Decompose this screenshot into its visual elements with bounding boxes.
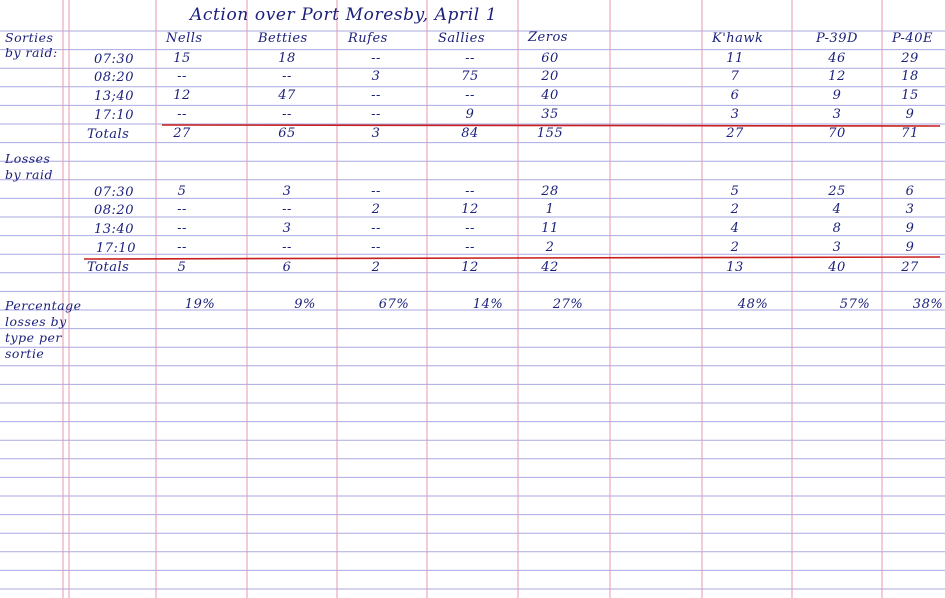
losses-label-sub: by raid bbox=[5, 167, 53, 182]
percentage-cell: 27% bbox=[552, 297, 584, 312]
losses-cell: 25 bbox=[828, 184, 846, 199]
col-header-zeros: Zeros bbox=[528, 30, 568, 45]
sorties-cell: 3 bbox=[730, 107, 740, 122]
losses-total-cell: 27 bbox=[901, 260, 919, 275]
page-title: Action over Port Moresby, April 1 bbox=[190, 5, 498, 25]
sorties-cell: 35 bbox=[541, 107, 559, 122]
sorties-cell: 12 bbox=[828, 69, 846, 84]
sorties-cell: -- bbox=[282, 107, 292, 122]
sorties-cell: 15 bbox=[901, 88, 919, 103]
totals-underline bbox=[84, 257, 940, 259]
losses-cell: -- bbox=[371, 221, 381, 236]
losses-cell: -- bbox=[465, 240, 475, 255]
losses-cell: 4 bbox=[832, 202, 842, 217]
sorties-cell: 9 bbox=[832, 88, 842, 103]
percentage-cell: 67% bbox=[378, 297, 410, 312]
sorties-row-time: 07:30 bbox=[94, 52, 134, 67]
sorties-total-cell: 27 bbox=[173, 126, 191, 141]
losses-total-cell: 40 bbox=[828, 260, 846, 275]
percentage-cell: 19% bbox=[184, 297, 216, 312]
losses-cell: 2 bbox=[730, 202, 740, 217]
losses-cell: 3 bbox=[905, 202, 915, 217]
losses-total-cell: 42 bbox=[541, 260, 559, 275]
losses-cell: -- bbox=[465, 184, 475, 199]
percentage-cell: 38% bbox=[912, 297, 944, 312]
percentage-cell: 9% bbox=[294, 297, 316, 312]
sorties-cell: 6 bbox=[730, 88, 740, 103]
percentage-label-line3: type per bbox=[5, 330, 62, 345]
sorties-cell: -- bbox=[465, 51, 475, 66]
losses-cell: 5 bbox=[177, 184, 187, 199]
sorties-cell: -- bbox=[371, 88, 381, 103]
sorties-cell: 75 bbox=[461, 69, 479, 84]
losses-cell: -- bbox=[282, 202, 292, 217]
sorties-cell: 20 bbox=[541, 69, 559, 84]
sorties-row-time: 13;40 bbox=[94, 89, 134, 104]
losses-cell: 1 bbox=[545, 202, 555, 217]
sorties-cell: 9 bbox=[465, 107, 475, 122]
col-header-p40e: P-40E bbox=[892, 31, 933, 46]
losses-total-cell: 12 bbox=[461, 260, 479, 275]
losses-cell: 4 bbox=[730, 221, 740, 236]
sorties-total-cell: 3 bbox=[371, 126, 381, 141]
sorties-cell: -- bbox=[177, 69, 187, 84]
losses-total-cell: 5 bbox=[177, 260, 187, 275]
losses-cell: 3 bbox=[282, 221, 292, 236]
losses-cell: 11 bbox=[541, 221, 559, 236]
col-header-rufes: Rufes bbox=[348, 31, 388, 46]
sorties-cell: 3 bbox=[832, 107, 842, 122]
losses-cell: 2 bbox=[371, 202, 381, 217]
col-header-p39d: P-39D bbox=[816, 31, 858, 46]
sorties-cell: 15 bbox=[173, 51, 191, 66]
col-header-betties: Betties bbox=[258, 31, 308, 46]
percentage-label-line2: losses by bbox=[5, 314, 67, 329]
sorties-row-time: 17:10 bbox=[94, 108, 134, 123]
losses-row-time: 08:20 bbox=[94, 203, 134, 218]
losses-total-cell: 6 bbox=[282, 260, 292, 275]
sorties-label: Sorties bbox=[5, 30, 54, 45]
losses-cell: 5 bbox=[730, 184, 740, 199]
losses-cell: -- bbox=[371, 240, 381, 255]
col-header-khawk: K'hawk bbox=[712, 31, 764, 46]
losses-cell: 28 bbox=[541, 184, 559, 199]
sorties-total-cell: 71 bbox=[901, 126, 919, 141]
losses-cell: 12 bbox=[461, 202, 479, 217]
sorties-cell: -- bbox=[371, 107, 381, 122]
percentage-cell: 48% bbox=[737, 297, 769, 312]
sorties-cell: 9 bbox=[905, 107, 915, 122]
col-header-nells: Nells bbox=[166, 31, 203, 46]
losses-cell: 9 bbox=[905, 240, 915, 255]
sorties-cell: 40 bbox=[541, 88, 559, 103]
losses-cell: -- bbox=[177, 221, 187, 236]
sorties-cell: 12 bbox=[173, 88, 191, 103]
sorties-total-cell: 70 bbox=[828, 126, 846, 141]
losses-cell: 2 bbox=[730, 240, 740, 255]
sorties-row-time: 08:20 bbox=[94, 70, 134, 85]
losses-cell: -- bbox=[177, 202, 187, 217]
sorties-total-cell: 27 bbox=[726, 126, 744, 141]
losses-totals-label: Totals bbox=[87, 260, 130, 275]
losses-cell: 9 bbox=[905, 221, 915, 236]
sorties-total-cell: 155 bbox=[536, 126, 564, 141]
losses-row-time: 07:30 bbox=[94, 185, 134, 200]
losses-cell: 3 bbox=[832, 240, 842, 255]
percentage-cell: 57% bbox=[839, 297, 871, 312]
percentage-label-line1: Percentage bbox=[5, 298, 82, 313]
sorties-cell: 46 bbox=[828, 51, 846, 66]
losses-cell: 6 bbox=[905, 184, 915, 199]
losses-cell: -- bbox=[371, 184, 381, 199]
losses-total-cell: 2 bbox=[371, 260, 381, 275]
percentage-label-line4: sortie bbox=[5, 346, 45, 361]
sorties-total-cell: 65 bbox=[278, 126, 296, 141]
percentage-cell: 14% bbox=[472, 297, 504, 312]
sorties-cell: 3 bbox=[371, 69, 381, 84]
sorties-cell: 7 bbox=[730, 69, 740, 84]
sorties-cell: 47 bbox=[278, 88, 296, 103]
losses-row-time: 17:10 bbox=[96, 241, 136, 256]
sorties-cell: 11 bbox=[726, 51, 744, 66]
sorties-cell: -- bbox=[282, 69, 292, 84]
sorties-cell: 29 bbox=[901, 51, 919, 66]
losses-label: Losses bbox=[5, 151, 51, 166]
sorties-total-cell: 84 bbox=[461, 126, 479, 141]
col-header-sallies: Sallies bbox=[438, 31, 485, 46]
sorties-cell: 60 bbox=[541, 51, 559, 66]
losses-cell: -- bbox=[465, 221, 475, 236]
losses-cell: -- bbox=[177, 240, 187, 255]
sorties-cell: -- bbox=[371, 51, 381, 66]
sorties-totals-label: Totals bbox=[87, 127, 130, 142]
losses-cell: 2 bbox=[545, 240, 555, 255]
losses-cell: 8 bbox=[832, 221, 842, 236]
sorties-cell: 18 bbox=[901, 69, 919, 84]
losses-row-time: 13:40 bbox=[94, 222, 134, 237]
losses-total-cell: 13 bbox=[726, 260, 744, 275]
sorties-cell: -- bbox=[177, 107, 187, 122]
sorties-cell: 18 bbox=[278, 51, 296, 66]
losses-cell: -- bbox=[282, 240, 292, 255]
sorties-cell: -- bbox=[465, 88, 475, 103]
losses-cell: 3 bbox=[282, 184, 292, 199]
sorties-label-sub: by raid: bbox=[5, 45, 58, 60]
